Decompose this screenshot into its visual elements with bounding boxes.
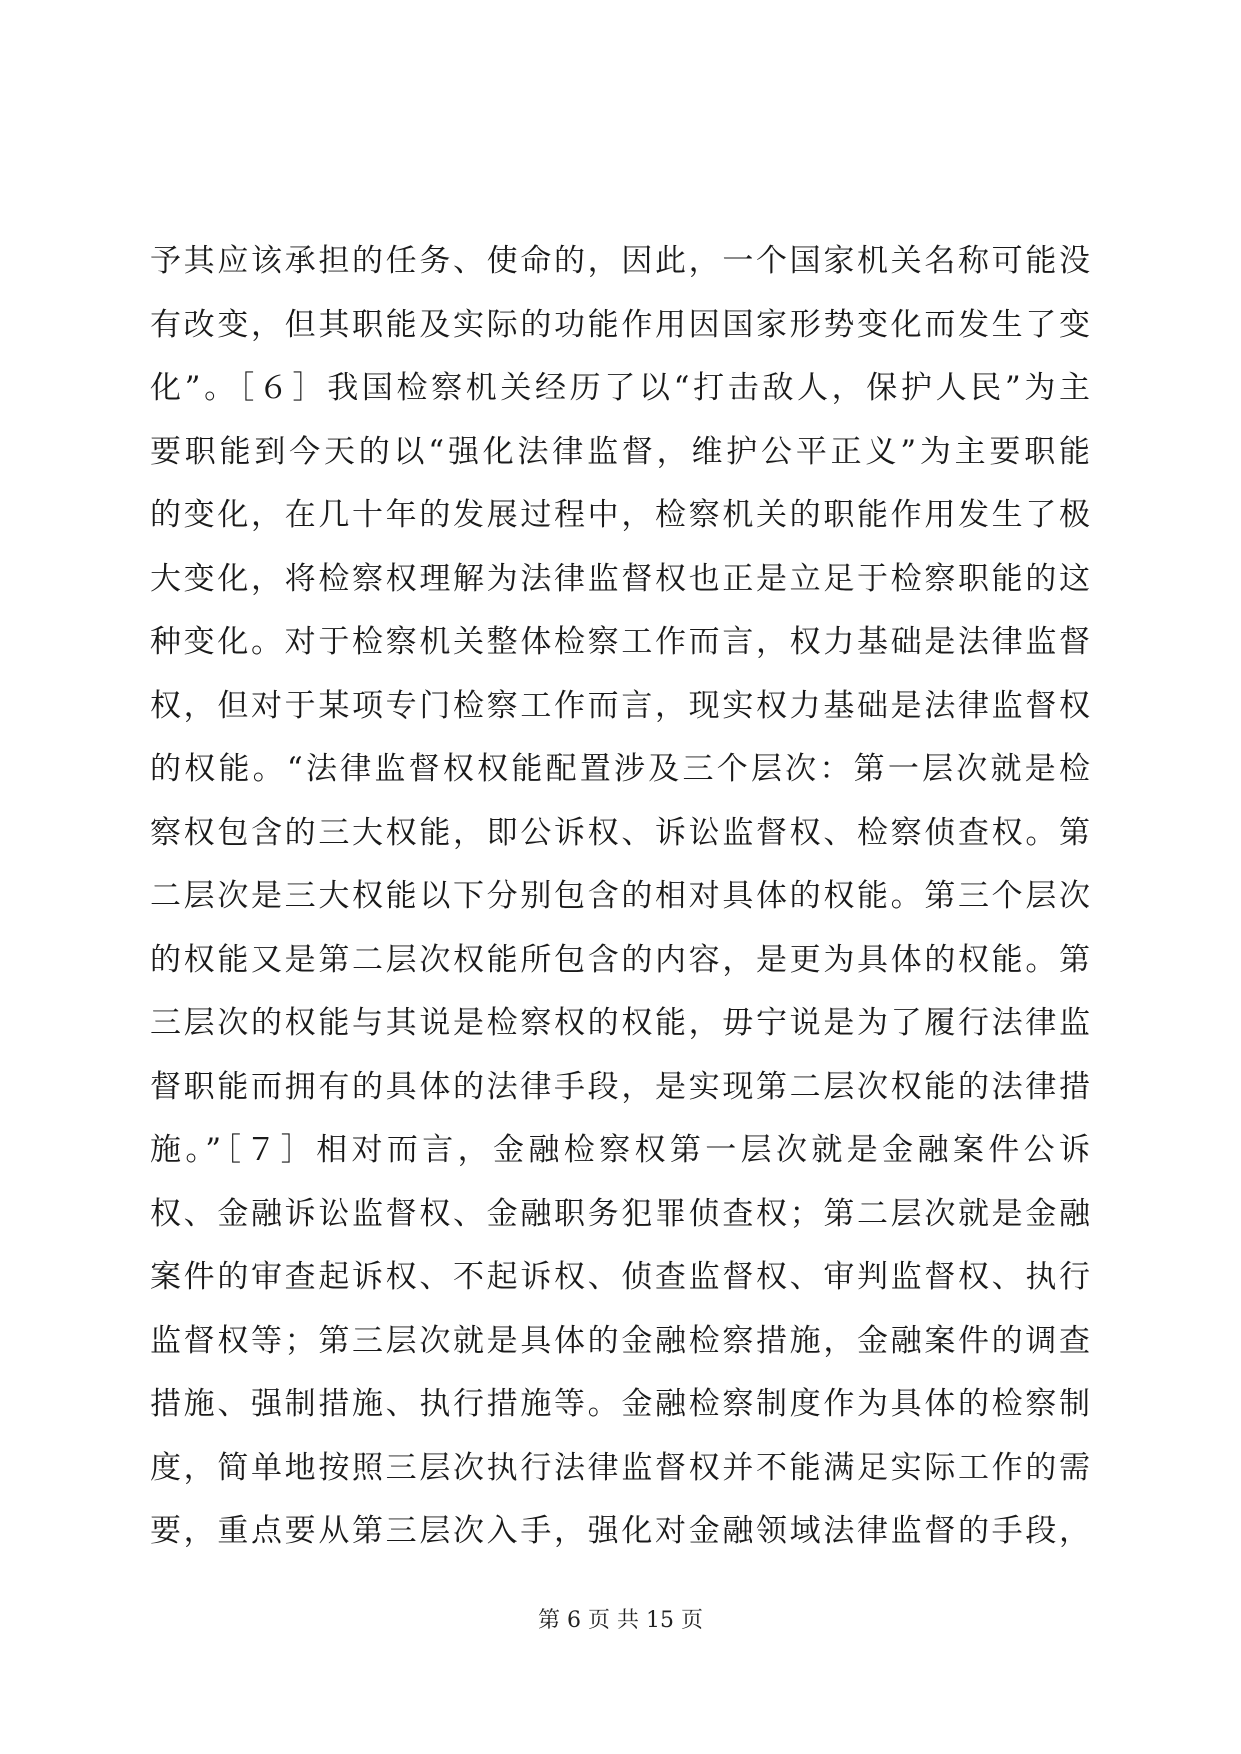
text-line: 措施、强制措施、执行措施等。金融检察制度作为具体的检察制 bbox=[150, 1386, 1090, 1422]
text-line: 要，重点要从第三层次入手，强化对金融领域法律监督的手段， bbox=[150, 1513, 1090, 1549]
text-line: 权、金融诉讼监督权、金融职务犯罪侦查权；第二层次就是金融 bbox=[150, 1195, 1090, 1232]
body-text bbox=[150, 230, 1090, 1564]
text-line: 有改变，但其职能及实际的功能作用因国家形势变化而发生了变 bbox=[150, 306, 1090, 343]
text-line: 三层次的权能与其说是检察权的权能，毋宁说是为了履行法律监 bbox=[150, 1005, 1090, 1041]
page-number-label: 第 6 页 共 15 页 bbox=[538, 1608, 703, 1633]
text-line: 监督权等；第三层次就是具体的金融检察措施，金融案件的调查 bbox=[150, 1322, 1090, 1359]
text-line: 大变化，将检察权理解为法律监督权也正是立足于检察职能的这 bbox=[150, 560, 1090, 597]
text-line: 权，但对于某项专门检察工作而言，现实权力基础是法律监督权 bbox=[150, 687, 1090, 724]
text-line: 案件的审查起诉权、不起诉权、侦查监督权、审判监督权、执行 bbox=[150, 1259, 1090, 1295]
text-line: 的权能。“法律监督权权能配置涉及三个层次：第一层次就是检 bbox=[150, 751, 1090, 787]
text-line: 予其应该承担的任务、使命的，因此，一个国家机关名称可能没 bbox=[150, 243, 1090, 279]
text-line: 二层次是三大权能以下分别包含的相对具体的权能。第三个层次 bbox=[150, 878, 1090, 914]
text-line: 化”。［６］我国检察机关经历了以“打击敌人，保护人民”为主 bbox=[150, 370, 1090, 406]
text-line: 察权包含的三大权能，即公诉权、诉讼监督权、检察侦查权。第 bbox=[150, 814, 1090, 851]
text-line: 要职能到今天的以“强化法律监督，维护公平正义”为主要职能 bbox=[150, 433, 1090, 470]
page-footer bbox=[0, 1606, 1241, 1636]
text-line: 度，简单地按照三层次执行法律监督权并不能满足实际工作的需 bbox=[150, 1449, 1090, 1486]
text-line: 施。”［７］相对而言，金融检察权第一层次就是金融案件公诉 bbox=[150, 1132, 1090, 1168]
text-line: 的变化，在几十年的发展过程中，检察机关的职能作用发生了极 bbox=[150, 497, 1090, 533]
text-line: 的权能又是第二层次权能所包含的内容，是更为具体的权能。第 bbox=[150, 941, 1090, 978]
text-line: 种变化。对于检察机关整体检察工作而言，权力基础是法律监督 bbox=[150, 624, 1090, 660]
text-line: 督职能而拥有的具体的法律手段，是实现第二层次权能的法律措 bbox=[150, 1068, 1090, 1105]
